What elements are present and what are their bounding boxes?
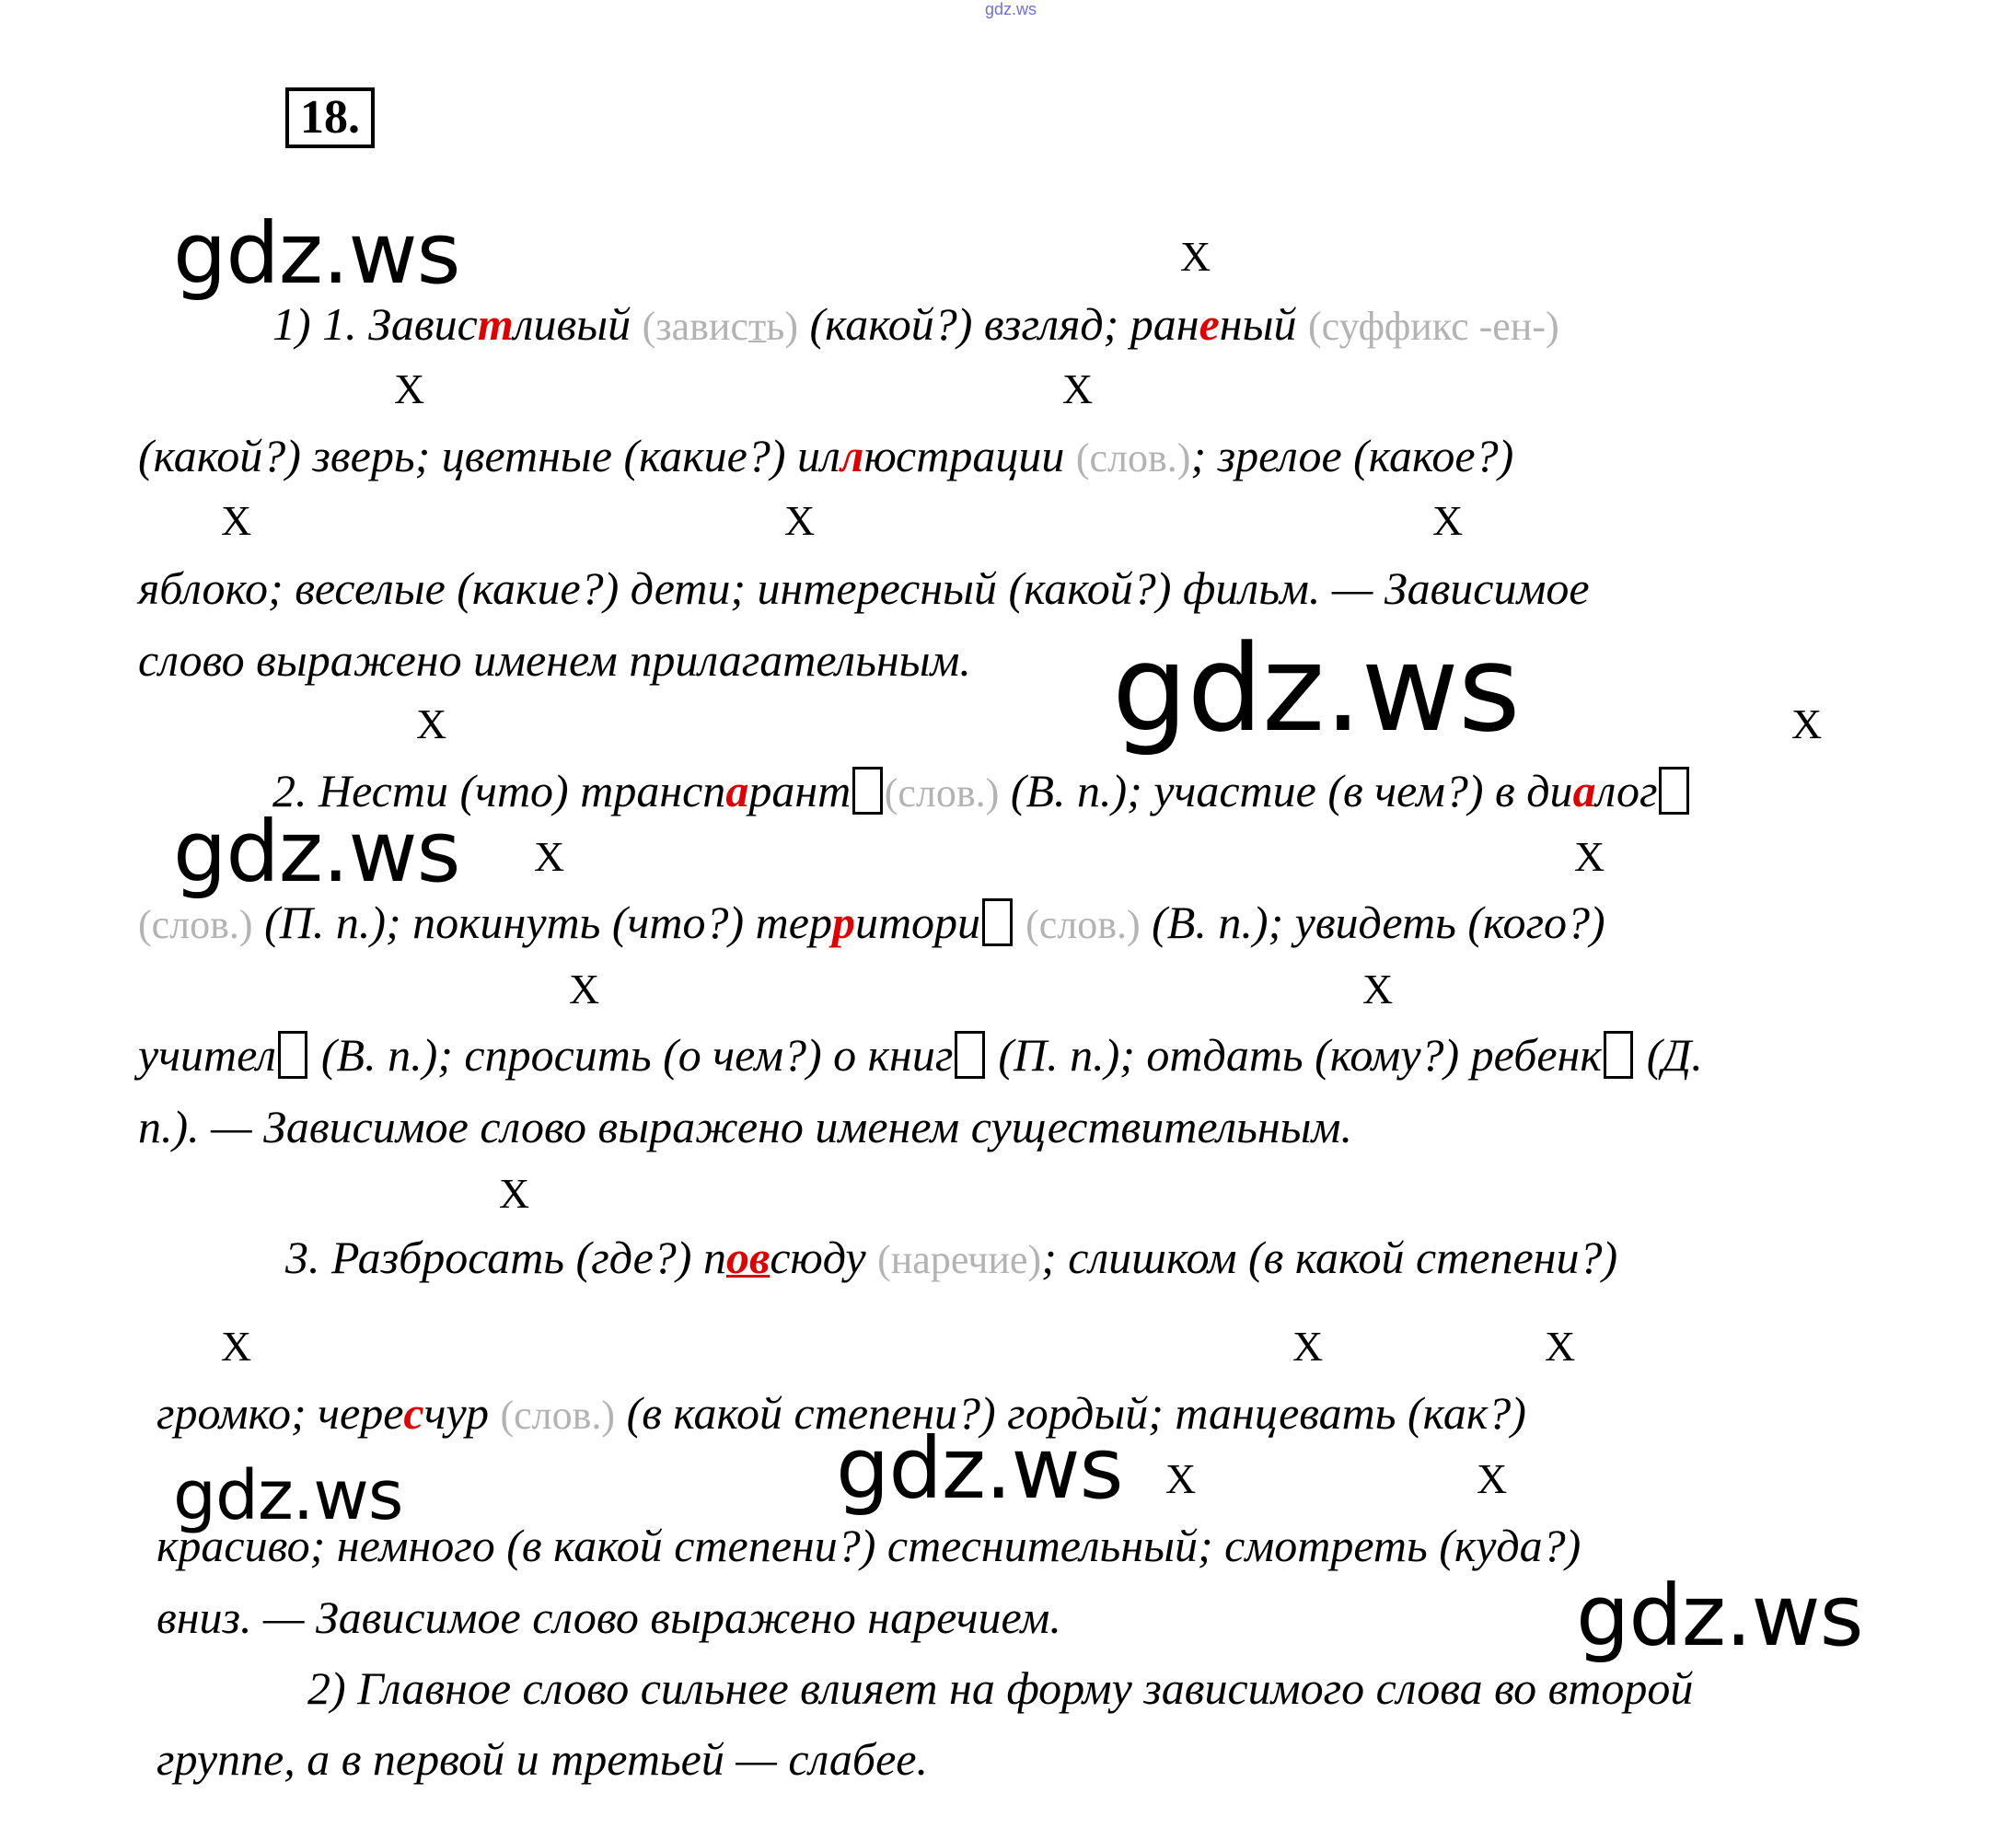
cross-mark: X: [1574, 833, 1605, 880]
ending-box: [1659, 767, 1689, 816]
ending-box: [852, 767, 883, 816]
text-line: 2. Нести (что) транспарант (слов.) (В. п.); участие (в чем?) в диалог: [272, 763, 1691, 821]
text-line: 1) 1. Завистливый (зависть) (какой?) взгляд; раненый (суффикс -ен-): [272, 298, 1559, 350]
cross-mark: X: [221, 497, 252, 544]
text-line: группе, а в первой и третьей — слабее.: [156, 1733, 928, 1785]
ending-box: [982, 898, 1013, 947]
site-mark: gdz.ws: [985, 0, 1037, 18]
ending-box: [278, 1031, 308, 1080]
text-line: 3. Разбросать (где?) повсюду (наречие); слишком (в какой степени?): [285, 1232, 1618, 1283]
cross-mark: X: [1545, 1323, 1576, 1370]
cross-mark: X: [1062, 365, 1094, 412]
cross-mark: X: [1180, 233, 1211, 280]
cross-mark: X: [784, 497, 816, 544]
watermark: gdz.ws: [173, 803, 460, 901]
watermark: gdz.ws: [836, 1419, 1123, 1518]
cross-mark: X: [1165, 1455, 1197, 1502]
task-number-box: 18.: [285, 87, 375, 148]
cross-mark: X: [1432, 497, 1464, 544]
cross-mark: X: [1477, 1455, 1508, 1502]
text-line: 2) Главное слово сильнее влияет на форму зависимого слова во второй: [307, 1662, 1694, 1714]
cross-mark: X: [499, 1170, 530, 1217]
text-line: (какой?) зверь; цветные (какие?) иллюстрации (слов.); зрелое (какое?): [138, 430, 1514, 481]
cross-mark: X: [221, 1323, 252, 1370]
cross-mark: X: [534, 833, 565, 880]
ending-box: [955, 1031, 985, 1080]
cross-mark: X: [569, 966, 600, 1013]
cross-mark: X: [416, 700, 447, 747]
watermark: gdz.ws: [1576, 1567, 1863, 1665]
ending-box: [1604, 1031, 1634, 1080]
text-line: слово выражено именем прилагательным.: [138, 634, 971, 686]
text-line: п.). — Зависимое слово выражено именем существительным.: [138, 1101, 1352, 1152]
cross-mark: X: [1292, 1323, 1324, 1370]
cross-mark: X: [394, 365, 425, 412]
text-line: яблоко; веселые (какие?) дети; интересный (какой?) фильм. — Зависимое: [138, 562, 1590, 614]
text-line: учител (В. п.); спросить (о чем?) о книг (П. п.); отдать (кому?) ребенк (Д.: [138, 1029, 1703, 1081]
cross-mark: X: [1791, 700, 1823, 747]
text-line: громко; чересчур (слов.) (в какой степени?) гордый; танцевать (как?): [156, 1387, 1526, 1439]
watermark: gdz.ws: [173, 204, 460, 303]
text-line: красиво; немного (в какой степени?) стеснительный; смотреть (куда?): [156, 1520, 1582, 1571]
text-line: вниз. — Зависимое слово выражено наречием.: [156, 1591, 1061, 1643]
text-line: (слов.) (П. п.); покинуть (что?) территори (слов.) (В. п.); увидеть (кого?): [138, 897, 1605, 948]
cross-mark: X: [1362, 966, 1394, 1013]
watermark: gdz.ws: [1112, 619, 1520, 758]
watermark: gdz.ws: [173, 1456, 403, 1535]
